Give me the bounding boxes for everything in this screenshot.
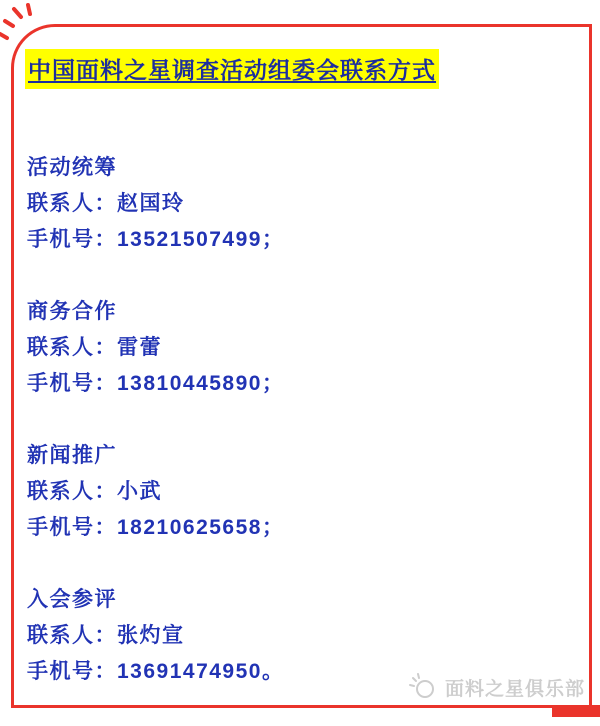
contact-sections [27, 150, 567, 726]
section-contact: 联系人：小武 [27, 480, 162, 503]
club-logo-icon [407, 673, 439, 701]
section-phone: 手机号：18210625658； [27, 516, 285, 539]
page-title [25, 49, 439, 89]
watermark [407, 673, 585, 701]
section-role: 入会参评 [27, 588, 117, 611]
section-role: 新闻推广 [27, 444, 117, 467]
section-contact: 联系人：雷蕾 [27, 336, 162, 359]
section-phone: 手机号：13521507499； [27, 228, 285, 251]
watermark-label: 面料之星俱乐部 [444, 678, 585, 700]
section-contact: 联系人：赵国玲 [27, 192, 185, 215]
section-phone: 手机号：13810445890； [27, 372, 285, 395]
section-contact: 联系人：张灼宣 [27, 624, 185, 647]
section-role: 活动统筹 [27, 156, 117, 179]
section-role: 商务合作 [27, 300, 117, 323]
section-business-cooperation [27, 294, 567, 402]
section-news-promotion [27, 438, 567, 546]
page-title-text: 中国面料之星调查活动组委会联系方式 [25, 49, 439, 89]
section-phone: 手机号：13691474950。 [27, 660, 285, 683]
section-activity-coordination [27, 150, 567, 258]
